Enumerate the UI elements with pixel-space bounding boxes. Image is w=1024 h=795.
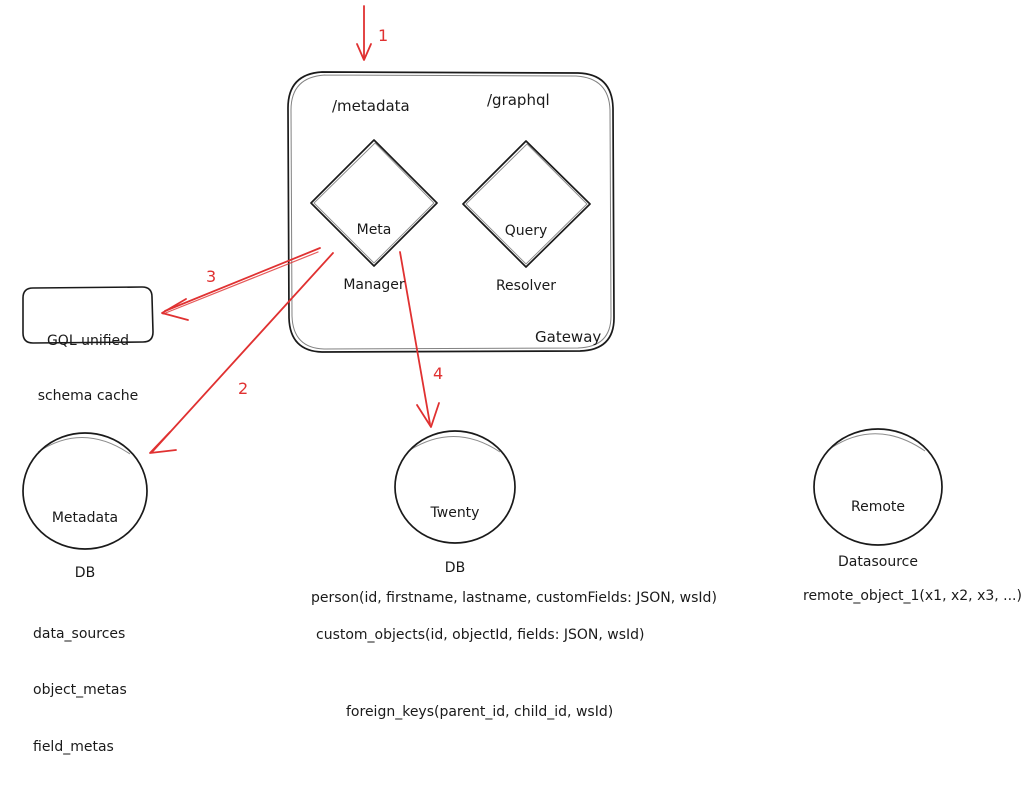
- metadata-db-schema-notes: [33, 587, 127, 795]
- metadata-db-schema-line-3: field_metas: [33, 739, 114, 756]
- metadata-db-line-1: Metadata: [51, 510, 119, 527]
- arrow-number-4: 4: [433, 364, 444, 383]
- arrow-number-2: 2: [238, 379, 249, 398]
- meta-manager-node: [324, 185, 424, 331]
- metadata-db-line-2: DB: [74, 564, 96, 581]
- remote-datasource-node: [828, 462, 928, 608]
- remote-datasource-line-1: Remote: [850, 499, 906, 516]
- arrow-3-shape: [162, 248, 320, 320]
- schema-cache-line-1: GQL unified: [46, 333, 130, 350]
- arrow-number-1: 1: [378, 26, 389, 45]
- schema-cache-line-2: schema cache: [37, 387, 139, 404]
- arrow-1-shape: [357, 6, 371, 60]
- twenty-db-line-2: DB: [444, 559, 466, 576]
- route-label-metadata: /metadata: [332, 97, 410, 115]
- arrow-2-shape: [150, 253, 333, 453]
- meta-manager-line-2: Manager: [343, 276, 405, 293]
- query-resolver-line-1: Query: [504, 223, 548, 240]
- gateway-label: Gateway: [535, 328, 602, 346]
- query-resolver-node: [476, 186, 576, 332]
- schema-cache-node: [26, 296, 150, 442]
- arrow-number-3: 3: [206, 267, 217, 286]
- remote-schema-line-1: remote_object_1(x1, x2, x3, ...): [803, 588, 1022, 604]
- shared-schema-line-1: foreign_keys(parent_id, child_id, wsId): [346, 704, 614, 720]
- twenty-db-schema-line-1: person(id, firstname, lastname, customFields: JSON, wsId): [311, 590, 717, 606]
- metadata-db-schema-line-2: object_metas: [33, 682, 127, 699]
- metadata-db-schema-line-1: data_sources: [33, 625, 126, 642]
- route-label-graphql: /graphql: [487, 91, 550, 109]
- meta-manager-line-1: Meta: [356, 222, 392, 239]
- twenty-db-schema-line-2: custom_objects(id, objectId, fields: JSON, wsId): [316, 627, 645, 643]
- query-resolver-line-2: Resolver: [495, 277, 557, 294]
- remote-datasource-line-2: Datasource: [838, 553, 918, 570]
- twenty-db-line-1: Twenty: [430, 505, 480, 522]
